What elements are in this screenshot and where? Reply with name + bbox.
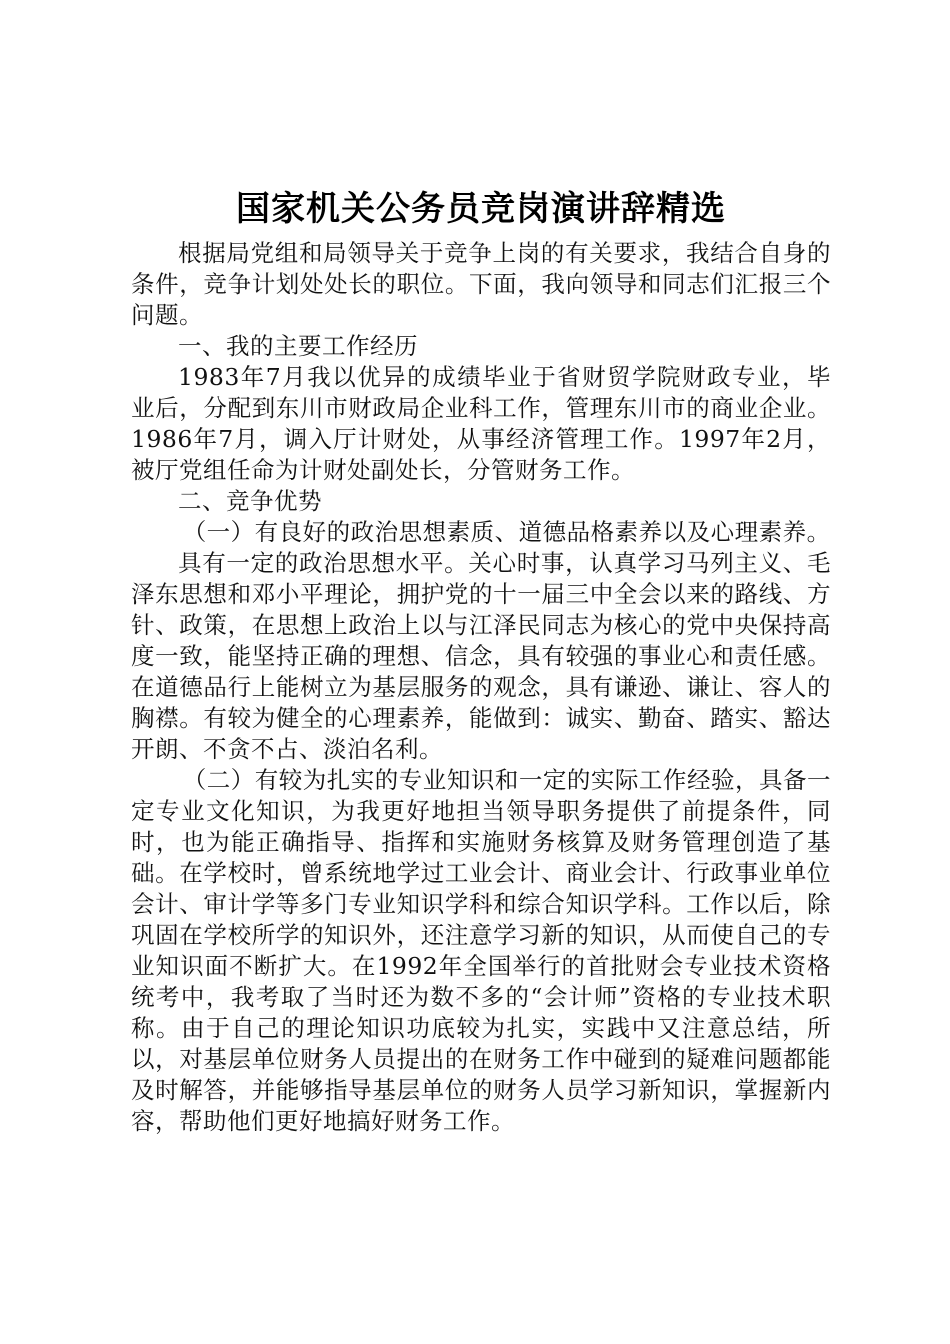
section-heading-work-history: 一、我的主要工作经历 [178, 332, 418, 360]
paragraph-political-quality: 具有一定的政治思想水平。关心时事，认真学习马列主义、毛泽东思想和邓小平理论，拥护党的十一届三中全会以来的路线、方针、政策，在思想上政治上以与江泽民同志为核心的党中央保持高度一致，能坚持正确的理想、信念，具有较强的事业心和责任感。在道德品行上能树立为基层服务的观念，具有谦逊、谦让、容人的胸襟。有较为健全的心理素养，能做到：诚实、勤奋、踏实、豁达开朗、不贪不占、淡泊名利。 [131, 549, 831, 763]
section-heading-advantages: 二、竞争优势 [178, 487, 322, 515]
paragraph-intro: 根据局党组和局领导关于竞争上岗的有关要求，我结合自身的条件，竞争计划处处长的职位。下面，我向领导和同志们汇报三个问题。 [131, 239, 831, 329]
document-page [131, 180, 831, 1137]
subheading-political-quality: （一）有良好的政治思想素质、道德品格素养以及心理素养。 [182, 518, 831, 546]
paragraph-professional-knowledge: （二）有较为扎实的专业知识和一定的实际工作经验，具备一定专业文化知识，为我更好地担当领导职务提供了前提条件，同时，也为能正确指导、指挥和实施财务核算及财务管理创造了基础。在学校时，曾系统地学过工业会计、商业会计、行政事业单位会计、审计学等多门专业知识学科和综合知识学科。工作以后，除巩固在学校所学的知识外，还注意学习新的知识，从而使自己的专业知识面不断扩大。在1992年全国举行的首批财会专业技术资格统考中，我考取了当时还为数不多的“会计师”资格的专业技术职称。由于自己的理论知识功底较为扎实，实践中又注意总结，所以，对基层单位财务人员提出的在财务工作中碰到的疑难问题都能及时解答，并能够指导基层单位的财务人员学习新知识，掌握新内容，帮助他们更好地搞好财务工作。 [131, 766, 831, 1135]
document-title: 国家机关公务员竞岗演讲辞精选 [236, 189, 726, 229]
paragraph-work-history: 1983年7月我以优异的成绩毕业于省财贸学院财政专业，毕业后，分配到东川市财政局企业科工作，管理东川市的商业企业。1986年7月，调入厅计财处，从事经济管理工作。1997年2月，被厅党组任命为计财处副处长，分管财务工作。 [131, 363, 831, 484]
